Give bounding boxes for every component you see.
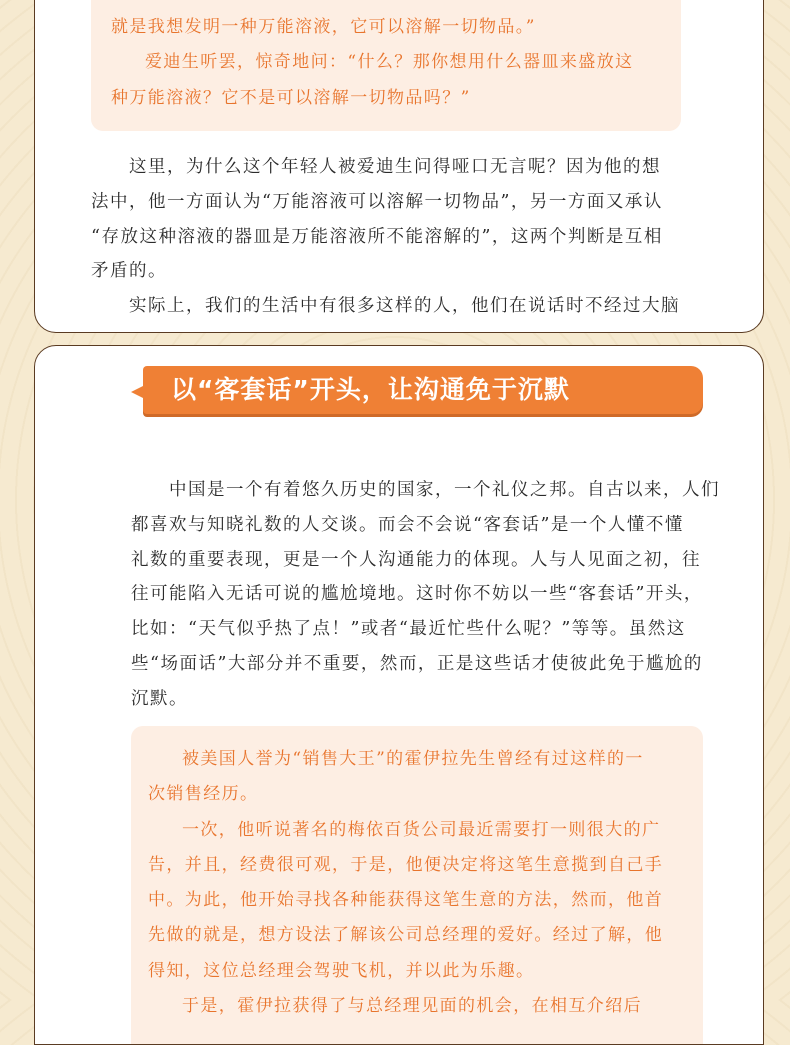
body-line: 往可能陷入无话可说的尴尬境地。这时你不妨以一些“客套话”开头， [131, 584, 703, 605]
body-line: 实际上，我们的生活中有很多这样的人，他们在说话时不经过大脑 [129, 296, 680, 317]
body-line: 矛盾的。 [91, 261, 167, 282]
body-line: 沉默。 [131, 688, 188, 709]
callout-line: 于是，霍伊拉获得了与总经理见面的机会，在相互介绍后 [182, 996, 642, 1017]
body-line: 都喜欢与知晓礼数的人交谈。而会不会说“客套话”是一个人懂不懂 [131, 514, 684, 535]
callout-line: 被美国人誉为“销售大王”的霍伊拉先生曾经有过这样的一 [182, 749, 644, 769]
body-paragraphs [91, 150, 711, 324]
body-line: 些“场面话”大部分并不重要，然而，正是这些话才使彼此免于尴尬的 [131, 653, 703, 674]
callout-line: 先做的就是，想方设法了解该公司总经理的爱好。经过了解，他 [148, 925, 664, 946]
callout-line: 就是我想发明一种万能溶液，它可以溶解一切物品。” [111, 17, 536, 37]
body-line: 礼数的重要表现，更是一个人沟通能力的体现。人与人见面之初，往 [131, 549, 701, 570]
callout-line: 爱迪生听罢，惊奇地问：“什么？那你想用什么器皿来盛放这 [145, 52, 634, 73]
bottom-page-card [34, 345, 764, 1045]
callout-line: 得知，这位总经理会驾驶飞机，并以此为乐趣。 [148, 960, 535, 981]
story-callout-box [131, 726, 703, 1045]
story-callout-box [91, 0, 681, 131]
callout-line: 次销售经历。 [148, 784, 259, 805]
body-line: 中国是一个有着悠久历史的国家，一个礼仪之邦。自古以来，人们 [169, 480, 720, 500]
section-title: 以“客套话”开头，让沟通免于沉默 [171, 375, 570, 404]
callout-line: 中。为此，他开始寻找各种能获得这笔生意的方法，然而，他首 [148, 890, 664, 911]
top-page-card [34, 0, 764, 333]
callout-line: 告，并且，经费很可观，于是，他便决定将这笔生意揽到自己手 [148, 854, 664, 875]
callout-line: 种万能溶液？它不是可以溶解一切物品吗？” [111, 87, 471, 108]
section-title-banner [143, 366, 703, 414]
body-line: 这里，为什么这个年轻人被爱迪生问得哑口无言呢？因为他的想 [129, 157, 661, 177]
callout-line: 一次，他听说著名的梅依百货公司最近需要打一则很大的广 [182, 819, 661, 840]
body-line: 比如：“天气似乎热了点！”或者“最近忙些什么呢？”等等。虽然这 [131, 619, 686, 640]
body-line: 法中，他一方面认为“万能溶液可以溶解一切物品”，另一方面又承认 [91, 191, 663, 212]
body-line: “存放这种溶液的器皿是万能溶液所不能溶解的”，这两个判断是互相 [91, 226, 663, 247]
body-paragraphs [131, 473, 720, 717]
